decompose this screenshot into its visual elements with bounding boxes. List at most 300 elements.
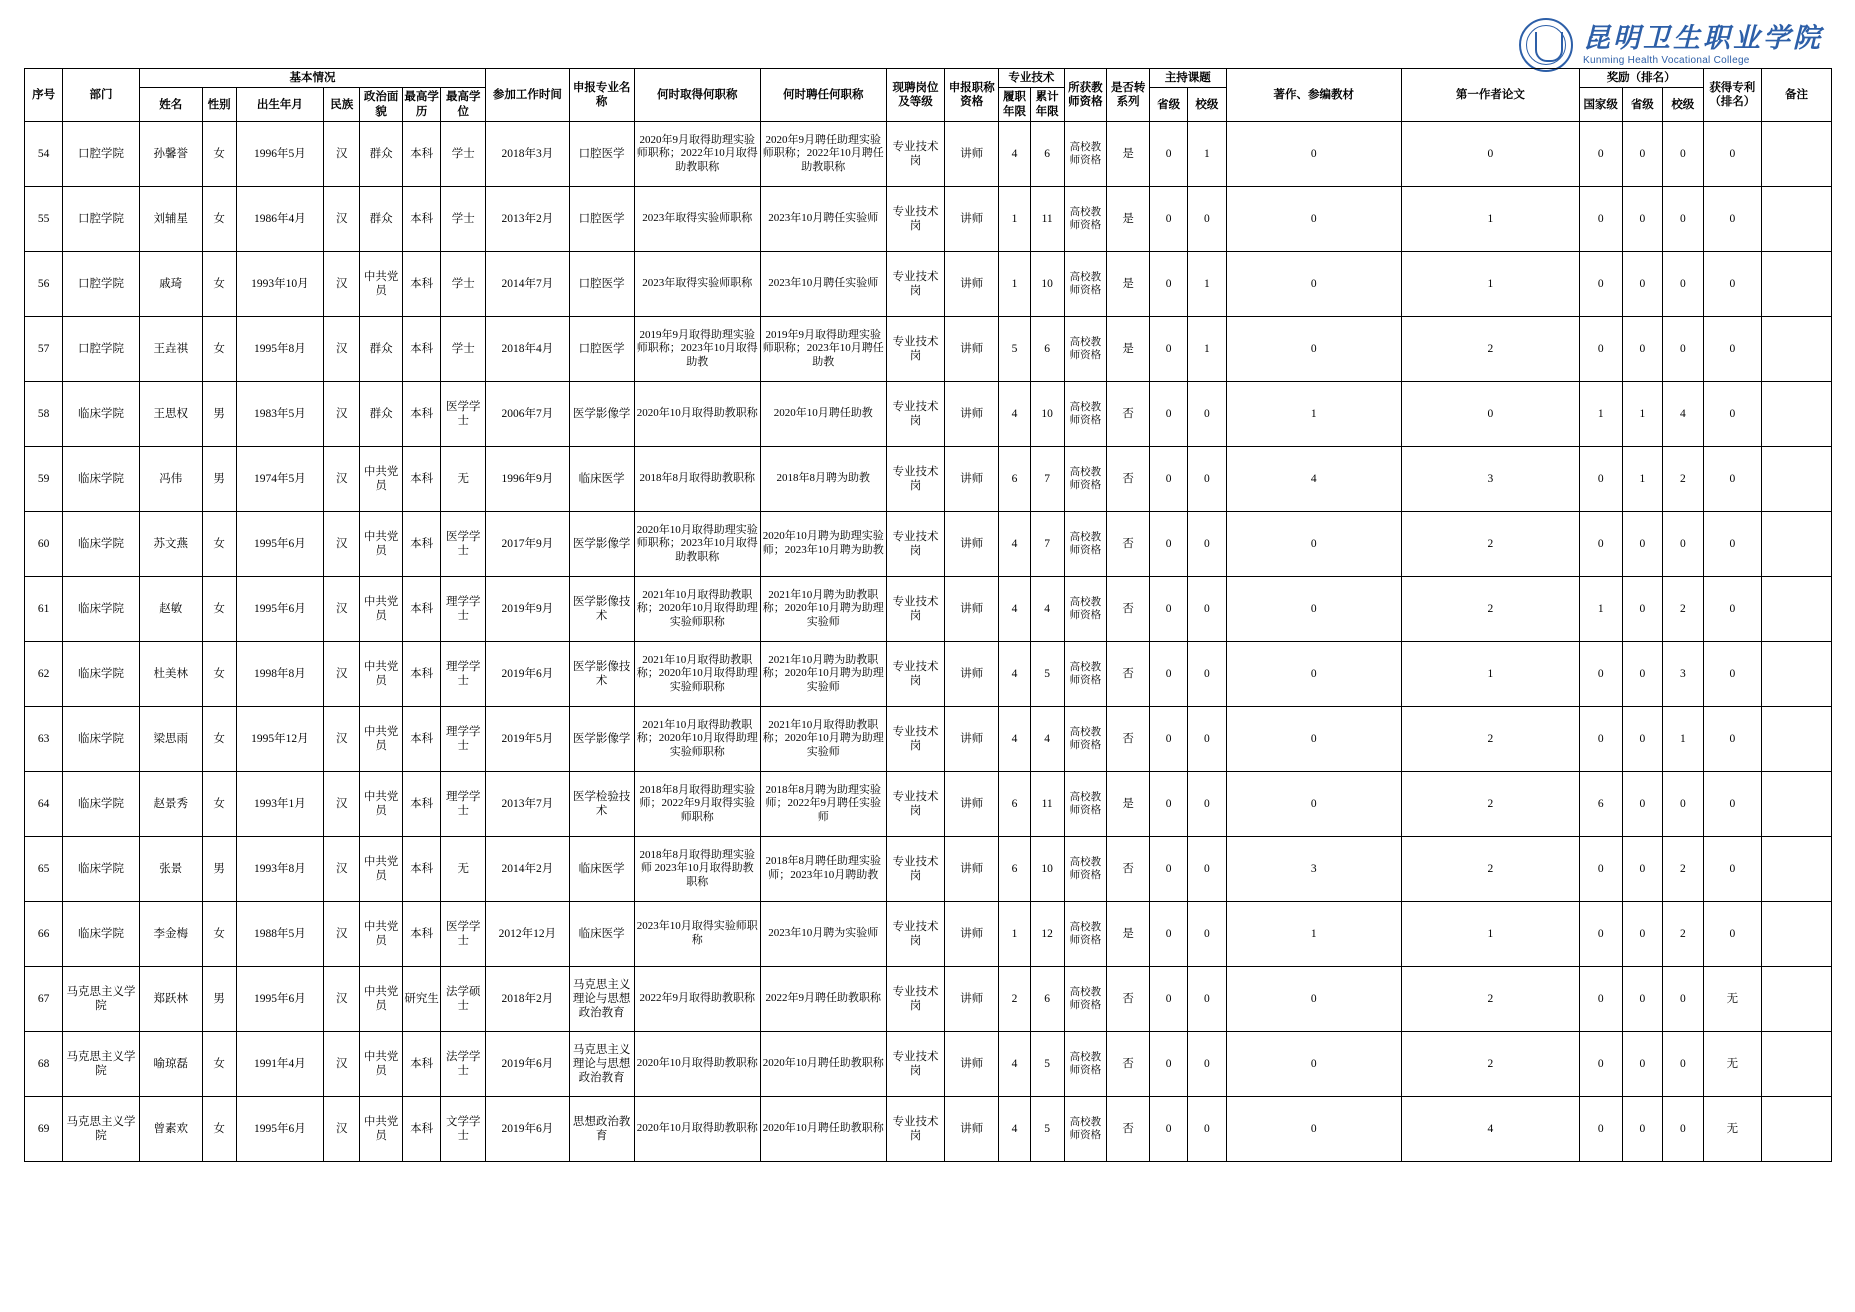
cell-seq: 65 (25, 837, 63, 902)
cell-politics: 群众 (360, 382, 403, 447)
cell-first-author-paper: 0 (1402, 382, 1580, 447)
header-remark: 备注 (1762, 69, 1832, 122)
cell-dept: 临床学院 (63, 772, 140, 837)
cell-title-hired: 2021年10月聘为助教职称；2020年10月聘为助理实验师 (760, 577, 886, 642)
cell-awards-prov: 0 (1622, 1032, 1663, 1097)
cell-current-post: 专业技术岗 (886, 317, 945, 382)
header-politics: 政治面貌 (360, 88, 403, 122)
cell-politics: 中共党员 (360, 902, 403, 967)
cell-books: 0 (1226, 1097, 1402, 1162)
cell-dept: 临床学院 (63, 837, 140, 902)
cell-is-transfer: 否 (1107, 512, 1150, 577)
cell-teacher-cert: 高校教师资格 (1064, 837, 1107, 902)
cell-dept: 临床学院 (63, 512, 140, 577)
cell-work-start: 2014年2月 (486, 837, 569, 902)
cell-remark (1762, 577, 1832, 642)
cell-tenure-years: 1 (999, 902, 1031, 967)
cell-apply-title: 讲师 (945, 122, 999, 187)
cell-first-author-paper: 2 (1402, 967, 1580, 1032)
cell-birth: 1995年6月 (236, 512, 324, 577)
cell-title-hired: 2019年9月取得助理实验师职称；2023年10月聘任助教 (760, 317, 886, 382)
cell-tenure-years: 4 (999, 642, 1031, 707)
cell-awards-school: 4 (1663, 382, 1704, 447)
cell-teacher-cert: 高校教师资格 (1064, 382, 1107, 447)
cell-apply-major: 口腔医学 (569, 122, 634, 187)
cell-awards-school: 2 (1663, 447, 1704, 512)
cell-current-post: 专业技术岗 (886, 187, 945, 252)
cell-patents: 0 (1703, 772, 1762, 837)
header-dept: 部门 (63, 69, 140, 122)
cell-is-transfer: 是 (1107, 317, 1150, 382)
cell-politics: 中共党员 (360, 252, 403, 317)
header-total-years: 累计年限 (1030, 88, 1064, 122)
cell-current-post: 专业技术岗 (886, 382, 945, 447)
cell-apply-major: 口腔医学 (569, 317, 634, 382)
cell-awards-national: 0 (1579, 252, 1622, 317)
cell-title-hired: 2021年10月聘为助教职称；2020年10月聘为助理实验师 (760, 642, 886, 707)
header-awards: 奖励（排名） (1579, 69, 1703, 88)
cell-ethnic: 汉 (324, 187, 360, 252)
cell-ethnic: 汉 (324, 252, 360, 317)
cell-patents: 无 (1703, 1097, 1762, 1162)
table-row (25, 772, 1832, 837)
cell-books: 0 (1226, 577, 1402, 642)
cell-patents: 0 (1703, 447, 1762, 512)
cell-patents: 0 (1703, 252, 1762, 317)
cell-birth: 1995年6月 (236, 1097, 324, 1162)
cell-politics: 中共党员 (360, 1097, 403, 1162)
cell-awards-prov: 0 (1622, 967, 1663, 1032)
cell-title-obtained: 2021年10月取得助教职称；2020年10月取得助理实验师职称 (634, 707, 760, 772)
cell-projects-prov: 0 (1150, 447, 1188, 512)
cell-awards-national: 1 (1579, 382, 1622, 447)
cell-projects-prov: 0 (1150, 837, 1188, 902)
cell-projects-school: 0 (1188, 512, 1226, 577)
cell-total-years: 6 (1030, 122, 1064, 187)
table-row (25, 187, 1832, 252)
cell-total-years: 4 (1030, 577, 1064, 642)
cell-patents: 0 (1703, 122, 1762, 187)
cell-remark (1762, 642, 1832, 707)
cell-seq: 66 (25, 902, 63, 967)
cell-name: 赵景秀 (139, 772, 202, 837)
cell-edu: 本科 (403, 187, 441, 252)
cell-awards-school: 0 (1663, 512, 1704, 577)
cell-total-years: 11 (1030, 187, 1064, 252)
cell-awards-prov: 1 (1622, 382, 1663, 447)
cell-work-start: 2019年6月 (486, 1097, 569, 1162)
cell-teacher-cert: 高校教师资格 (1064, 577, 1107, 642)
cell-apply-major: 马克思主义理论与思想政治教育 (569, 967, 634, 1032)
header-edu: 最高学历 (403, 88, 441, 122)
cell-total-years: 6 (1030, 317, 1064, 382)
cell-awards-national: 0 (1579, 1032, 1622, 1097)
cell-tenure-years: 4 (999, 707, 1031, 772)
header-name: 姓名 (139, 88, 202, 122)
cell-current-post: 专业技术岗 (886, 447, 945, 512)
cell-apply-major: 口腔医学 (569, 252, 634, 317)
cell-projects-school: 0 (1188, 707, 1226, 772)
cell-awards-school: 2 (1663, 902, 1704, 967)
cell-tenure-years: 6 (999, 772, 1031, 837)
cell-seq: 61 (25, 577, 63, 642)
cell-patents: 0 (1703, 187, 1762, 252)
cell-dept: 临床学院 (63, 707, 140, 772)
cell-books: 3 (1226, 837, 1402, 902)
cell-name: 郑跃林 (139, 967, 202, 1032)
cell-is-transfer: 否 (1107, 837, 1150, 902)
cell-current-post: 专业技术岗 (886, 1032, 945, 1097)
cell-birth: 1995年6月 (236, 967, 324, 1032)
cell-apply-title: 讲师 (945, 967, 999, 1032)
cell-birth: 1991年4月 (236, 1032, 324, 1097)
cell-work-start: 2019年6月 (486, 1032, 569, 1097)
cell-patents: 0 (1703, 382, 1762, 447)
cell-name: 赵敏 (139, 577, 202, 642)
cell-is-transfer: 是 (1107, 122, 1150, 187)
cell-ethnic: 汉 (324, 902, 360, 967)
table-row (25, 902, 1832, 967)
header-first-author-paper: 第一作者论文 (1402, 69, 1580, 122)
cell-projects-school: 0 (1188, 187, 1226, 252)
cell-seq: 68 (25, 1032, 63, 1097)
cell-teacher-cert: 高校教师资格 (1064, 252, 1107, 317)
cell-work-start: 2006年7月 (486, 382, 569, 447)
cell-politics: 中共党员 (360, 447, 403, 512)
cell-title-obtained: 2023年取得实验师职称 (634, 187, 760, 252)
cell-tenure-years: 4 (999, 1097, 1031, 1162)
cell-title-obtained: 2022年9月取得助教职称 (634, 967, 760, 1032)
cell-title-obtained: 2021年10月取得助教职称；2020年10月取得助理实验师职称 (634, 577, 760, 642)
cell-books: 0 (1226, 772, 1402, 837)
table-row (25, 967, 1832, 1032)
cell-is-transfer: 否 (1107, 967, 1150, 1032)
cell-apply-major: 思想政治教育 (569, 1097, 634, 1162)
cell-first-author-paper: 2 (1402, 512, 1580, 577)
cell-dept: 临床学院 (63, 382, 140, 447)
table-row (25, 577, 1832, 642)
header-patents: 获得专利（排名） (1703, 69, 1762, 122)
cell-apply-title: 讲师 (945, 1032, 999, 1097)
header-awards-prov: 省级 (1622, 88, 1663, 122)
cell-remark (1762, 1097, 1832, 1162)
cell-is-transfer: 否 (1107, 642, 1150, 707)
cell-edu: 本科 (403, 1097, 441, 1162)
cell-gender: 女 (202, 772, 236, 837)
cell-work-start: 2018年3月 (486, 122, 569, 187)
cell-name: 喻琼磊 (139, 1032, 202, 1097)
cell-name: 戚琦 (139, 252, 202, 317)
cell-remark (1762, 837, 1832, 902)
header-is-transfer: 是否转系列 (1107, 69, 1150, 122)
college-logo (1519, 18, 1823, 72)
cell-tenure-years: 6 (999, 447, 1031, 512)
cell-title-obtained: 2021年10月取得助教职称；2020年10月取得助理实验师职称 (634, 642, 760, 707)
cell-projects-school: 0 (1188, 837, 1226, 902)
table-row (25, 1032, 1832, 1097)
cell-total-years: 10 (1030, 252, 1064, 317)
cell-remark (1762, 512, 1832, 577)
cell-remark (1762, 447, 1832, 512)
header-projects-school: 校级 (1188, 88, 1226, 122)
cell-seq: 62 (25, 642, 63, 707)
cell-gender: 男 (202, 837, 236, 902)
cell-seq: 54 (25, 122, 63, 187)
cell-apply-title: 讲师 (945, 902, 999, 967)
cell-title-hired: 2020年10月聘任助教职称 (760, 1097, 886, 1162)
table-row (25, 122, 1832, 187)
cell-awards-prov: 0 (1622, 577, 1663, 642)
cell-books: 0 (1226, 252, 1402, 317)
header-ethnic: 民族 (324, 88, 360, 122)
cell-politics: 中共党员 (360, 1032, 403, 1097)
cell-awards-prov: 0 (1622, 772, 1663, 837)
cell-politics: 中共党员 (360, 707, 403, 772)
cell-awards-prov: 0 (1622, 252, 1663, 317)
header-birth: 出生年月 (236, 88, 324, 122)
cell-is-transfer: 否 (1107, 577, 1150, 642)
cell-is-transfer: 否 (1107, 1032, 1150, 1097)
cell-is-transfer: 否 (1107, 447, 1150, 512)
cell-edu: 本科 (403, 447, 441, 512)
cell-ethnic: 汉 (324, 317, 360, 382)
cell-awards-prov: 0 (1622, 122, 1663, 187)
cell-apply-major: 医学检验技术 (569, 772, 634, 837)
cell-remark (1762, 772, 1832, 837)
cell-projects-prov: 0 (1150, 122, 1188, 187)
cell-teacher-cert: 高校教师资格 (1064, 1097, 1107, 1162)
header-title-obtained: 何时取得何职称 (634, 69, 760, 122)
cell-seq: 63 (25, 707, 63, 772)
cell-awards-school: 1 (1663, 707, 1704, 772)
cell-projects-prov: 0 (1150, 642, 1188, 707)
cell-edu: 本科 (403, 317, 441, 382)
cell-degree: 医学学士 (441, 512, 486, 577)
college-seal-icon (1519, 18, 1573, 72)
cell-gender: 女 (202, 122, 236, 187)
cell-seq: 57 (25, 317, 63, 382)
cell-work-start: 2013年2月 (486, 187, 569, 252)
cell-is-transfer: 是 (1107, 902, 1150, 967)
cell-first-author-paper: 1 (1402, 187, 1580, 252)
cell-current-post: 专业技术岗 (886, 512, 945, 577)
cell-remark (1762, 1032, 1832, 1097)
cell-projects-school: 0 (1188, 382, 1226, 447)
cell-title-hired: 2023年10月聘为实验师 (760, 902, 886, 967)
cell-apply-title: 讲师 (945, 512, 999, 577)
cell-projects-school: 1 (1188, 317, 1226, 382)
cell-work-start: 2018年4月 (486, 317, 569, 382)
cell-is-transfer: 否 (1107, 1097, 1150, 1162)
cell-tenure-years: 1 (999, 252, 1031, 317)
cell-tenure-years: 1 (999, 187, 1031, 252)
cell-work-start: 2014年7月 (486, 252, 569, 317)
cell-degree: 理学学士 (441, 707, 486, 772)
table-row (25, 642, 1832, 707)
cell-remark (1762, 967, 1832, 1032)
cell-awards-national: 6 (1579, 772, 1622, 837)
cell-title-hired: 2020年10月聘任助教 (760, 382, 886, 447)
cell-remark (1762, 382, 1832, 447)
cell-seq: 59 (25, 447, 63, 512)
cell-degree: 文学学士 (441, 1097, 486, 1162)
cell-current-post: 专业技术岗 (886, 707, 945, 772)
cell-seq: 58 (25, 382, 63, 447)
cell-projects-prov: 0 (1150, 1097, 1188, 1162)
cell-total-years: 6 (1030, 967, 1064, 1032)
cell-total-years: 10 (1030, 837, 1064, 902)
cell-is-transfer: 是 (1107, 187, 1150, 252)
table-row (25, 512, 1832, 577)
cell-remark (1762, 317, 1832, 382)
cell-is-transfer: 否 (1107, 707, 1150, 772)
cell-title-hired: 2020年9月聘任助理实验师职称；2022年10月聘任助教职称 (760, 122, 886, 187)
cell-projects-school: 0 (1188, 447, 1226, 512)
cell-title-obtained: 2020年10月取得助教职称 (634, 1097, 760, 1162)
cell-ethnic: 汉 (324, 512, 360, 577)
cell-birth: 1995年12月 (236, 707, 324, 772)
cell-ethnic: 汉 (324, 772, 360, 837)
table-row (25, 707, 1832, 772)
cell-name: 王垚祺 (139, 317, 202, 382)
cell-dept: 马克思主义学院 (63, 1032, 140, 1097)
cell-books: 0 (1226, 707, 1402, 772)
cell-awards-prov: 0 (1622, 1097, 1663, 1162)
cell-remark (1762, 252, 1832, 317)
cell-awards-national: 0 (1579, 967, 1622, 1032)
cell-dept: 口腔学院 (63, 317, 140, 382)
cell-dept: 马克思主义学院 (63, 967, 140, 1032)
cell-apply-title: 讲师 (945, 772, 999, 837)
cell-awards-national: 0 (1579, 707, 1622, 772)
cell-patents: 0 (1703, 642, 1762, 707)
cell-projects-prov: 0 (1150, 252, 1188, 317)
cell-current-post: 专业技术岗 (886, 122, 945, 187)
cell-gender: 女 (202, 1032, 236, 1097)
cell-projects-prov: 0 (1150, 1032, 1188, 1097)
cell-teacher-cert: 高校教师资格 (1064, 707, 1107, 772)
cell-birth: 1993年1月 (236, 772, 324, 837)
cell-projects-prov: 0 (1150, 512, 1188, 577)
cell-apply-title: 讲师 (945, 1097, 999, 1162)
cell-title-hired: 2018年8月聘为助教 (760, 447, 886, 512)
cell-dept: 临床学院 (63, 577, 140, 642)
cell-tenure-years: 4 (999, 122, 1031, 187)
cell-total-years: 7 (1030, 447, 1064, 512)
cell-degree: 理学学士 (441, 577, 486, 642)
cell-awards-prov: 1 (1622, 447, 1663, 512)
cell-apply-major: 医学影像学 (569, 382, 634, 447)
college-name-cn: 昆明卫生职业学院 (1583, 22, 1823, 53)
cell-patents: 无 (1703, 1032, 1762, 1097)
cell-apply-major: 马克思主义理论与思想政治教育 (569, 1032, 634, 1097)
cell-birth: 1998年8月 (236, 642, 324, 707)
cell-title-hired: 2020年10月聘任助教职称 (760, 1032, 886, 1097)
cell-title-obtained: 2018年8月取得助教职称 (634, 447, 760, 512)
cell-dept: 马克思主义学院 (63, 1097, 140, 1162)
cell-total-years: 5 (1030, 1097, 1064, 1162)
cell-apply-title: 讲师 (945, 577, 999, 642)
header-degree: 最高学位 (441, 88, 486, 122)
cell-title-hired: 2023年10月聘任实验师 (760, 187, 886, 252)
header-work-start: 参加工作时间 (486, 69, 569, 122)
cell-birth: 1995年8月 (236, 317, 324, 382)
cell-gender: 女 (202, 252, 236, 317)
cell-dept: 口腔学院 (63, 187, 140, 252)
cell-name: 张景 (139, 837, 202, 902)
cell-first-author-paper: 1 (1402, 252, 1580, 317)
cell-edu: 本科 (403, 512, 441, 577)
cell-name: 曾素欢 (139, 1097, 202, 1162)
cell-projects-prov: 0 (1150, 772, 1188, 837)
cell-degree: 无 (441, 837, 486, 902)
header-current-post: 现聘岗位及等级 (886, 69, 945, 122)
cell-teacher-cert: 高校教师资格 (1064, 317, 1107, 382)
cell-name: 杜美林 (139, 642, 202, 707)
cell-seq: 69 (25, 1097, 63, 1162)
cell-ethnic: 汉 (324, 967, 360, 1032)
cell-politics: 中共党员 (360, 512, 403, 577)
cell-teacher-cert: 高校教师资格 (1064, 967, 1107, 1032)
cell-books: 0 (1226, 512, 1402, 577)
table-row (25, 447, 1832, 512)
table-body (25, 122, 1832, 1162)
cell-apply-title: 讲师 (945, 707, 999, 772)
cell-awards-prov: 0 (1622, 707, 1663, 772)
header-basic-info: 基本情况 (139, 69, 486, 88)
cell-awards-national: 0 (1579, 837, 1622, 902)
header-teacher-cert: 所获教师资格 (1064, 69, 1107, 122)
cell-degree: 医学学士 (441, 902, 486, 967)
cell-current-post: 专业技术岗 (886, 837, 945, 902)
cell-awards-school: 0 (1663, 772, 1704, 837)
cell-teacher-cert: 高校教师资格 (1064, 642, 1107, 707)
cell-teacher-cert: 高校教师资格 (1064, 187, 1107, 252)
cell-awards-school: 0 (1663, 122, 1704, 187)
cell-birth: 1993年10月 (236, 252, 324, 317)
cell-projects-prov: 0 (1150, 707, 1188, 772)
cell-title-hired: 2022年9月聘任助教职称 (760, 967, 886, 1032)
cell-projects-school: 0 (1188, 642, 1226, 707)
cell-edu: 本科 (403, 122, 441, 187)
cell-work-start: 2019年5月 (486, 707, 569, 772)
cell-degree: 医学学士 (441, 382, 486, 447)
header-books: 著作、参编教材 (1226, 69, 1402, 122)
cell-work-start: 2017年9月 (486, 512, 569, 577)
cell-politics: 中共党员 (360, 772, 403, 837)
cell-edu: 本科 (403, 252, 441, 317)
cell-is-transfer: 是 (1107, 772, 1150, 837)
cell-awards-prov: 0 (1622, 187, 1663, 252)
cell-work-start: 2019年6月 (486, 642, 569, 707)
cell-awards-school: 3 (1663, 642, 1704, 707)
table-row (25, 1097, 1832, 1162)
cell-degree: 理学学士 (441, 642, 486, 707)
cell-total-years: 5 (1030, 1032, 1064, 1097)
cell-title-hired: 2018年8月聘为助理实验师；2022年9月聘任实验师 (760, 772, 886, 837)
cell-degree: 无 (441, 447, 486, 512)
cell-apply-major: 口腔医学 (569, 187, 634, 252)
cell-birth: 1974年5月 (236, 447, 324, 512)
cell-ethnic: 汉 (324, 642, 360, 707)
cell-apply-title: 讲师 (945, 642, 999, 707)
cell-patents: 0 (1703, 577, 1762, 642)
cell-politics: 中共党员 (360, 967, 403, 1032)
cell-title-hired: 2020年10月聘为助理实验师；2023年10月聘为助教 (760, 512, 886, 577)
header-tenure-years: 履职年限 (999, 88, 1031, 122)
cell-first-author-paper: 4 (1402, 1097, 1580, 1162)
cell-awards-school: 0 (1663, 1032, 1704, 1097)
